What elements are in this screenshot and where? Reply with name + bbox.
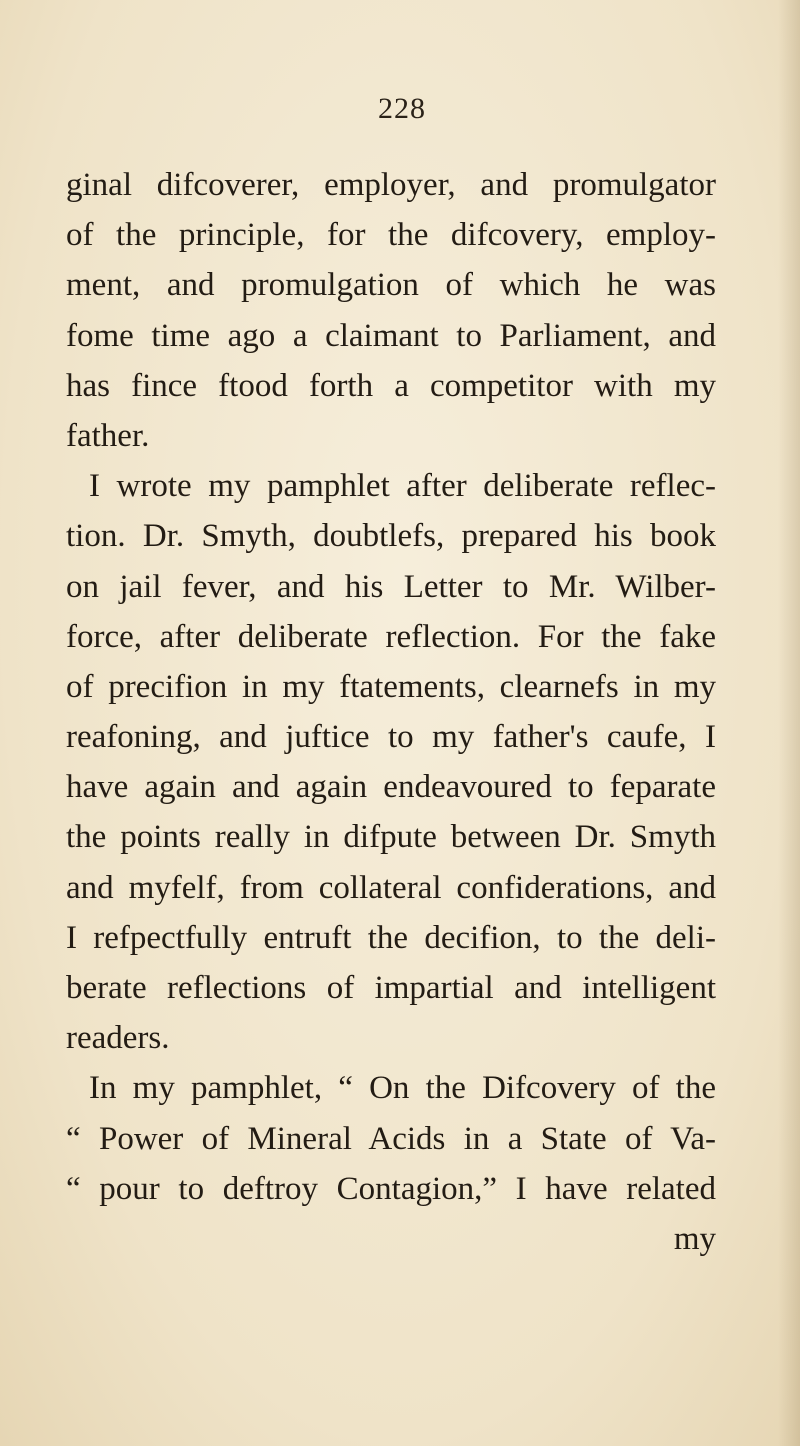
catchword: my — [673, 1220, 716, 1257]
text-line: readers. — [66, 1020, 170, 1057]
text-line: berate reflections of impartial and intelligent — [66, 970, 716, 1006]
text-line: In my pamphlet, “ On the Difcovery of the — [89, 1070, 716, 1107]
text-line: I refpectfully entruft the decifion, to the deli- — [66, 919, 716, 956]
text-line: reafoning, and juftice to my father's caufe, I — [66, 719, 716, 756]
text-line: I wrote my pamphlet after deliberate reflec- — [89, 468, 716, 505]
text-line: have again and again endeavoured to feparate — [66, 769, 716, 806]
text-line: the points really in difpute between Dr. Smyth — [66, 819, 716, 856]
text-line: father. — [66, 417, 150, 454]
text-line: on jail fever, and his Letter to Mr. Wilber- — [66, 568, 716, 605]
text-line: ginal difcoverer, employer, and promulgator — [66, 167, 716, 203]
text-line: of the principle, for the difcovery, employ- — [66, 217, 716, 254]
text-line: “ pour to deftroy Contagion,” I have related — [66, 1170, 716, 1207]
text-line: has fince ftood forth a competitor with my — [66, 367, 716, 404]
text-line: ment, and promulgation of which he was — [66, 267, 716, 304]
text-line: of precifion in my ftatements, clearnefs in my — [66, 668, 716, 705]
body-text — [66, 160, 716, 1264]
text-line: “ Power of Mineral Acids in a State of Va- — [66, 1120, 716, 1157]
page-number: 228 — [378, 92, 426, 125]
text-line: force, after deliberate reflection. For the fake — [66, 618, 716, 655]
text-line: and myfelf, from collateral confiderations, and — [66, 869, 716, 906]
text-line: tion. Dr. Smyth, doubtlefs, prepared his book — [66, 518, 716, 555]
page-edge-shadow — [778, 0, 800, 1446]
text-line: fome time ago a claimant to Parliament, and — [66, 317, 716, 354]
